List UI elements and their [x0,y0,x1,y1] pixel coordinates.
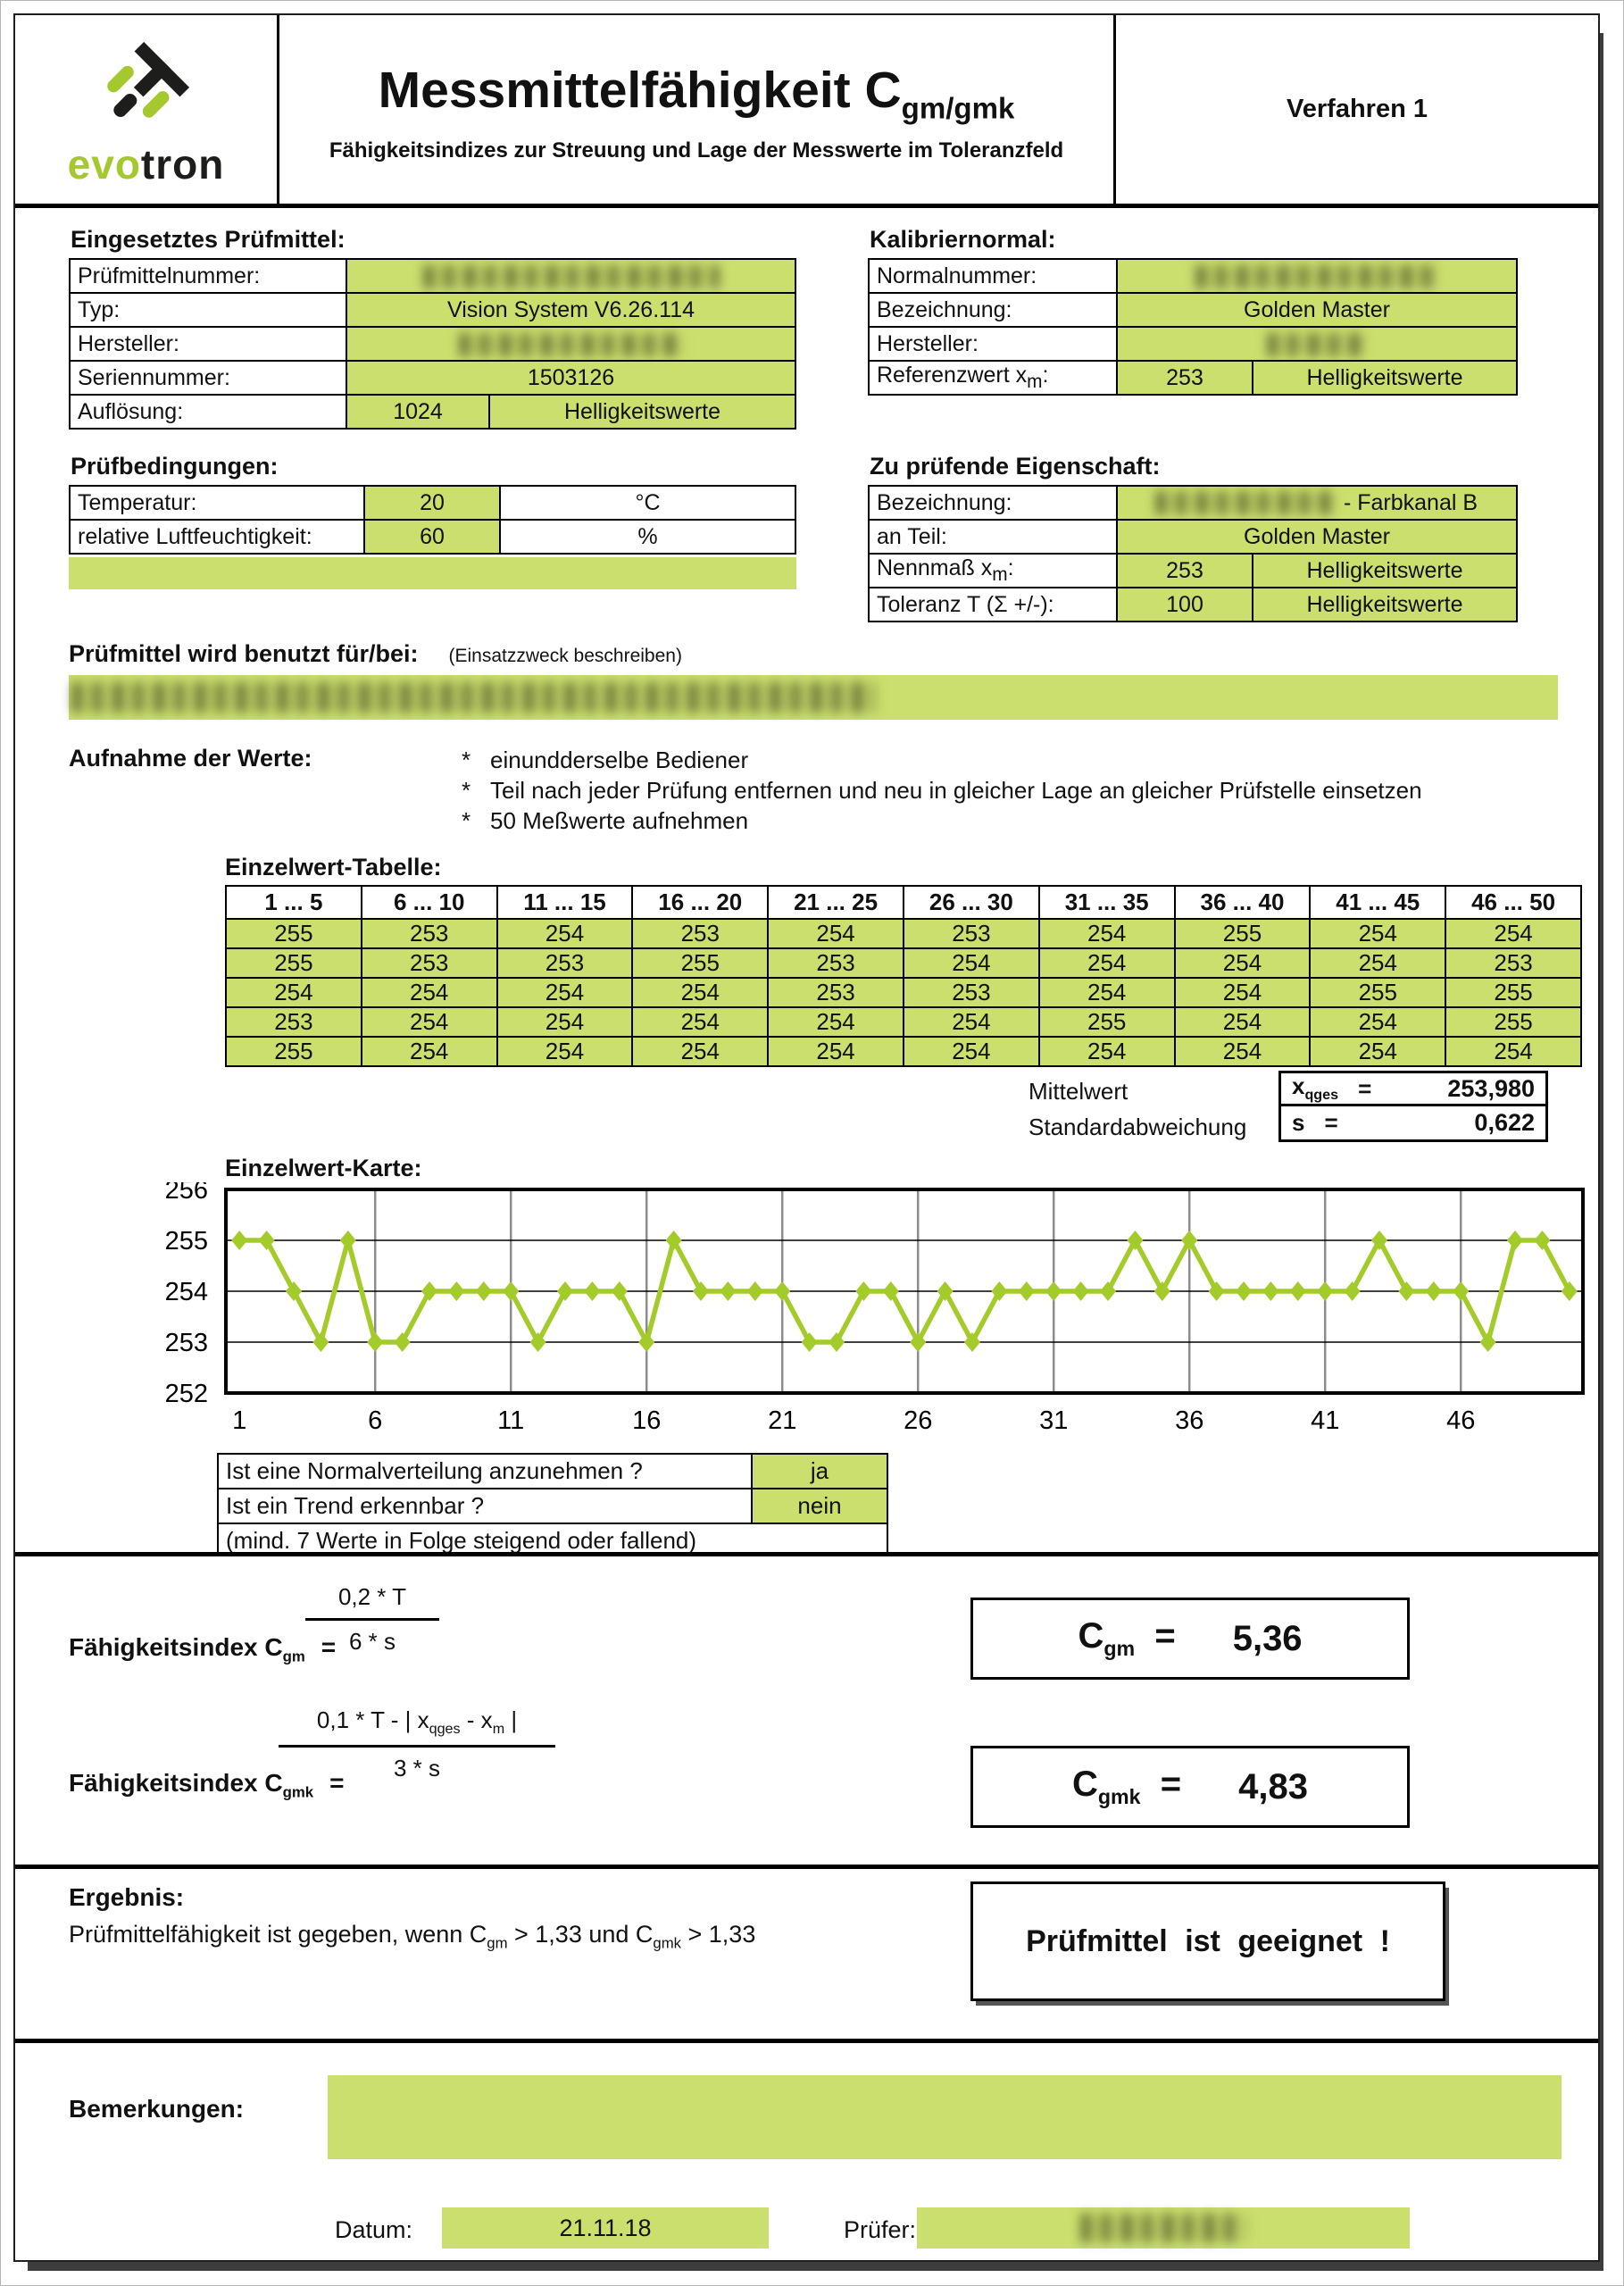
messwert-col-header: 6 ... 10 [362,886,497,919]
einzelwert-header-row [226,886,1581,919]
typ-field[interactable]: Vision System V6.26.114 [346,293,795,327]
verwendung-label: Prüfmittel wird benutzt für/bei: [69,640,419,667]
eigenschaft-bezeichnung-field[interactable] [1117,486,1517,520]
aufloesung-unit-field[interactable]: Helligkeitswerte [489,395,795,429]
pruefmittel-heading: Eingesetztes Prüfmittel: [71,226,346,253]
normalnummer-field[interactable] [1117,259,1517,293]
x-axis-tick-label: 46 [1446,1406,1476,1432]
seriennummer-field[interactable]: 1503126 [346,361,795,395]
ergebnis-heading: Ergebnis: [69,1883,185,1911]
field-label: Prüfmittelnummer: [70,259,346,293]
trend-answer[interactable]: nein [752,1489,887,1523]
x-axis-tick-label: 16 [632,1406,662,1432]
ergebnis-result-box: Prüfmittel ist geeignet ! [970,1881,1445,2001]
nennmass-field[interactable]: 253 [1117,554,1253,588]
messwert-cell[interactable]: 255 [1310,978,1445,1007]
table-row [869,486,1517,520]
messwert-col-header: 16 ... 20 [632,886,768,919]
table-row [218,1489,887,1523]
redacted-value [1156,491,1335,514]
cgm-result-box: $C_{gm}$ = 5,36 [970,1598,1410,1680]
values-section [15,722,1598,1556]
field-label: relative Luftfeuchtigkeit: [70,520,364,554]
chart-container [83,1182,1598,1437]
table-row [869,259,1517,293]
mittelwert-value: 253,980 [1447,1074,1535,1102]
messwert-cell[interactable]: 254 [1445,1037,1581,1066]
kalibriernormal-heading: Kalibriernormal: [870,226,1056,253]
cgm-formula-fraction: 0,2 * T 6 * s [256,1583,488,1656]
messwert-cell[interactable]: 254 [497,978,633,1007]
cgmk-result-box: $C_{gmk}$ = 4,83 [970,1746,1410,1828]
table-row [226,948,1581,978]
table-row [869,588,1517,622]
datum-label: Datum: [335,2216,413,2243]
messwert-cell[interactable]: 253 [632,919,768,948]
x-axis-tick-label: 41 [1311,1406,1340,1432]
messwert-cell[interactable]: 253 [768,978,904,1007]
pruefmittel-table [69,258,796,430]
y-axis-tick-label: 254 [164,1278,208,1306]
redacted-value [72,682,875,713]
an-teil-field[interactable]: Golden Master [1117,520,1517,554]
title-subscript: gm/gmk [901,92,1015,126]
messwert-cell[interactable]: 253 [362,919,497,948]
luftfeuchtigkeit-field[interactable]: 60 [364,520,500,554]
messwert-cell[interactable]: 254 [362,1037,497,1066]
formulas-section [15,1556,1598,1869]
referenzwert-field[interactable]: 253 [1117,361,1253,395]
temperatur-field[interactable]: 20 [364,486,500,520]
normal-hersteller-field[interactable] [1117,327,1517,361]
table-row [70,395,795,429]
messwert-cell[interactable]: 254 [226,978,362,1007]
pruefbedingungen-table [69,485,796,555]
x-axis-tick-label: 1 [232,1406,247,1432]
messwert-cell[interactable]: 254 [362,1007,497,1037]
page-subtitle: Fähigkeitsindizes zur Streuung und Lage der Messwerte im Toleranzfeld [329,138,1064,163]
messwert-cell[interactable]: 254 [362,978,497,1007]
table-row [869,293,1517,327]
normalverteilung-answer[interactable]: ja [752,1454,887,1489]
eigenschaft-heading: Zu prüfende Eigenschaft: [870,453,1161,480]
aufloesung-value-field[interactable]: 1024 [346,395,489,429]
ergebnis-section [15,1869,1598,2043]
table-row [226,1007,1581,1037]
messwert-cell[interactable]: 254 [1175,948,1311,978]
messwert-cell[interactable]: 254 [1310,1037,1445,1066]
frage-label: Ist eine Normalverteilung anzunehmen ? [218,1454,752,1489]
luftfeuchtigkeit-unit: % [500,520,795,554]
field-label: Bezeichnung: [869,486,1117,520]
data-point [1045,1281,1062,1301]
messwert-cell[interactable]: 253 [904,919,1039,948]
verwendung-field[interactable] [69,675,1558,720]
messwert-cell[interactable]: 253 [1445,948,1581,978]
messwert-cell[interactable]: 254 [632,1037,768,1066]
aufnahme-bullets [462,745,1598,836]
table-row [70,361,795,395]
field-label: Nennmaß $x_m$: [869,554,1117,588]
einzelwert-karte-heading: Einzelwert-Karte: [225,1155,422,1181]
mittelwert-label: Mittelwert [1029,1078,1128,1105]
messwert-cell[interactable]: 254 [1445,919,1581,948]
page-title [379,61,1015,126]
aufnahme-label: Aufnahme der Werte: [69,745,312,772]
data-point [1019,1281,1035,1301]
farbkanal-text: - Farbkanal B [1343,489,1478,515]
data-point [720,1281,736,1301]
table-row [218,1523,887,1556]
table-row [218,1454,887,1489]
data-point [340,1231,356,1250]
standardabweichung-value: 0,622 [1474,1109,1535,1136]
logo [15,15,279,204]
redacted-value [1081,2214,1246,2242]
document-sheet [13,13,1600,2262]
mittelwert-row: $x_{qges}$ = 253,980 [1281,1073,1545,1106]
eigenschaft-table [868,485,1518,622]
messwert-cell[interactable]: 254 [768,1007,904,1037]
pruefmittelnummer-field[interactable] [346,259,795,293]
messwert-cell[interactable]: 254 [497,1007,633,1037]
data-point [448,1281,464,1301]
messwert-cell[interactable]: 254 [497,919,633,948]
cgmk-value: 4,83 [1238,1766,1309,1806]
data-point [231,1231,247,1250]
verwendung-hint: (Einsatzzweck beschreiben) [448,646,682,666]
frage-note: (mind. 7 Werte in Folge steigend oder fallend) [218,1523,887,1556]
data-point [1507,1231,1523,1250]
data-point [476,1281,492,1301]
field-label: Bezeichnung: [869,293,1117,327]
referenzwert-unit-field[interactable]: Helligkeitswerte [1253,361,1517,395]
messwert-cell[interactable]: 254 [497,1037,633,1066]
field-label: Toleranz T (Σ +/-): [869,588,1117,622]
list-item: * einundderselbe Bediener [462,747,749,773]
x-axis-tick-label: 31 [1039,1406,1069,1432]
einzelwert-chart [83,1182,1592,1432]
document-header [15,15,1598,208]
cgm-formula-label: Fähigkeitsindex $C_{gm}$ = [69,1633,337,1665]
messwert-cell[interactable]: 254 [632,1007,768,1037]
data-point [1426,1281,1442,1301]
messwert-cell[interactable]: 254 [1039,919,1175,948]
stats-block [225,1071,1582,1142]
messwert-cell[interactable]: 253 [362,948,497,978]
temperatur-unit: °C [500,486,795,520]
logo-text-evo: evo [67,140,141,188]
data-point [1073,1281,1089,1301]
messwert-cell[interactable]: 255 [226,919,362,948]
cgmk-formula-label: Fähigkeitsindex $C_{gmk}$ = [69,1769,345,1801]
title-text: Messmittelfähigkeit C [378,61,902,119]
datum-field[interactable]: 21.11.18 [442,2207,769,2248]
field-label: Hersteller: [70,327,346,361]
messwert-col-header: 36 ... 40 [1175,886,1311,919]
table-row [226,1037,1581,1066]
messwert-cell[interactable]: 255 [1445,978,1581,1007]
data-point [1290,1281,1306,1301]
table-row [869,554,1517,588]
table-row [869,361,1517,395]
field-label: an Teil: [869,520,1117,554]
pruefer-field[interactable] [917,2207,1410,2248]
form-section [15,208,1598,722]
table-row [869,520,1517,554]
messwert-col-header: 41 ... 45 [1310,886,1445,919]
messwert-cell[interactable]: 254 [768,919,904,948]
evotron-logo-icon [93,42,200,142]
pruefbedingungen-heading: Prüfbedingungen: [71,453,279,480]
empty-input-strip[interactable] [69,557,796,589]
toleranz-unit-field[interactable]: Helligkeitswerte [1253,588,1517,622]
einzelwert-tabelle-heading: Einzelwert-Tabelle: [225,854,442,880]
field-label: Hersteller: [869,327,1117,361]
messwert-col-header: 26 ... 30 [904,886,1039,919]
messwert-col-header: 46 ... 50 [1445,886,1581,919]
messwert-cell[interactable]: 254 [904,1007,1039,1037]
messwert-cell[interactable]: 255 [1039,1007,1175,1037]
list-item: * 50 Meßwerte aufnehmen [462,807,749,834]
logo-wordmark [67,140,225,188]
title-block [279,15,1116,204]
einzelwert-body [226,919,1581,1066]
redacted-value [460,333,683,356]
toleranz-field[interactable]: 100 [1117,588,1253,622]
messwert-cell[interactable]: 254 [1175,1007,1311,1037]
bemerkungen-field[interactable] [328,2075,1562,2159]
messwert-cell[interactable]: 255 [226,1037,362,1066]
messwert-cell[interactable]: 254 [632,978,768,1007]
pruefer-label: Prüfer: [844,2216,917,2243]
aufnahme-block [69,745,1598,836]
table-row [70,259,795,293]
x-axis-tick-label: 21 [768,1406,797,1432]
messwert-cell[interactable]: 255 [226,948,362,978]
field-label: Referenzwert $x_m$: [869,361,1117,395]
stats-box [1278,1071,1548,1142]
x-axis-tick-label: 11 [497,1406,525,1432]
messwert-cell[interactable]: 254 [1310,1007,1445,1037]
verfahren-label: Verfahren 1 [1287,95,1428,123]
table-row [70,486,795,520]
data-point [367,1332,383,1352]
bemerkungen-label: Bemerkungen: [69,2095,245,2123]
y-axis-tick-label: 255 [164,1227,208,1256]
y-axis-tick-label: 252 [164,1380,208,1408]
y-axis-tick-label: 256 [164,1182,208,1205]
einzelwert-tabelle [225,885,1582,1067]
messwert-cell[interactable]: 254 [904,1037,1039,1066]
messwert-col-header: 11 ... 15 [497,886,633,919]
list-item: * Teil nach jeder Prüfung entfernen und neu in gleicher Lage an gleicher Prüfstelle einsetzen [462,777,1422,804]
cgmk-formula-fraction: 0,1 * T - | $x_{qges} - x_m$ | 3 * s [221,1706,613,1782]
messwert-cell[interactable]: 255 [1445,1007,1581,1037]
field-label: Auflösung: [70,395,346,429]
redacted-value [1268,333,1366,356]
messwert-col-header: 21 ... 25 [768,886,904,919]
table-row [70,327,795,361]
x-axis-tick-label: 26 [904,1406,933,1432]
frage-label: Ist ein Trend erkennbar ? [218,1489,752,1523]
redacted-value [1196,265,1437,288]
messwert-cell[interactable]: 255 [632,948,768,978]
table-row [226,978,1581,1007]
field-label: Normalnummer: [869,259,1117,293]
field-label: Temperatur: [70,486,364,520]
table-row [869,327,1517,361]
field-label: Seriennummer: [70,361,346,395]
messwert-cell[interactable]: 254 [1310,948,1445,978]
messwert-cell[interactable]: 253 [768,948,904,978]
messwert-cell[interactable]: 254 [768,1037,904,1066]
bezeichnung-field[interactable]: Golden Master [1117,293,1517,327]
hersteller-field[interactable] [346,327,795,361]
y-axis-tick-label: 253 [164,1329,208,1357]
data-point [1236,1281,1252,1301]
messwert-cell[interactable]: 253 [904,978,1039,1007]
data-point [1262,1281,1278,1301]
data-point [584,1281,600,1301]
redacted-value [424,265,719,288]
messwert-col-header: 1 ... 5 [226,886,362,919]
cgm-value: 5,36 [1232,1618,1303,1658]
messwert-cell[interactable]: 253 [497,948,633,978]
messwert-cell[interactable]: 254 [1310,919,1445,948]
data-point [747,1281,763,1301]
kalibriernormal-table [868,258,1518,396]
table-row [70,293,795,327]
nennmass-unit-field[interactable]: Helligkeitswerte [1253,554,1517,588]
ergebnis-condition-text: Prüfmittelfähigkeit ist gegeben, wenn $C_{gm} > 1,33$ und $C_{gmk} > 1,33$ [69,1921,756,1952]
field-label: Typ: [70,293,346,327]
messwert-col-header: 31 ... 35 [1039,886,1175,919]
standardabweichung-label: Standardabweichung [1029,1114,1247,1140]
messwert-cell[interactable]: 254 [1175,1037,1311,1066]
messwert-cell[interactable]: 254 [1039,1037,1175,1066]
messwert-cell[interactable]: 253 [226,1007,362,1037]
standardabweichung-row: s = 0,622 [1292,1109,1535,1136]
fragen-table [217,1453,888,1556]
table-row [70,520,795,554]
messwert-cell[interactable]: 254 [904,948,1039,978]
x-axis-tick-label: 6 [368,1406,383,1432]
logo-text-tron: tron [140,140,225,188]
messwert-cell[interactable]: 254 [1175,978,1311,1007]
x-axis-tick-label: 36 [1175,1406,1204,1432]
messwert-cell[interactable]: 254 [1039,948,1175,978]
data-point [1317,1281,1333,1301]
verwendung-block [69,640,1518,720]
footer-section [15,2043,1598,2260]
messwert-cell[interactable]: 255 [1175,919,1311,948]
table-row [226,919,1581,948]
messwert-cell[interactable]: 254 [1039,978,1175,1007]
